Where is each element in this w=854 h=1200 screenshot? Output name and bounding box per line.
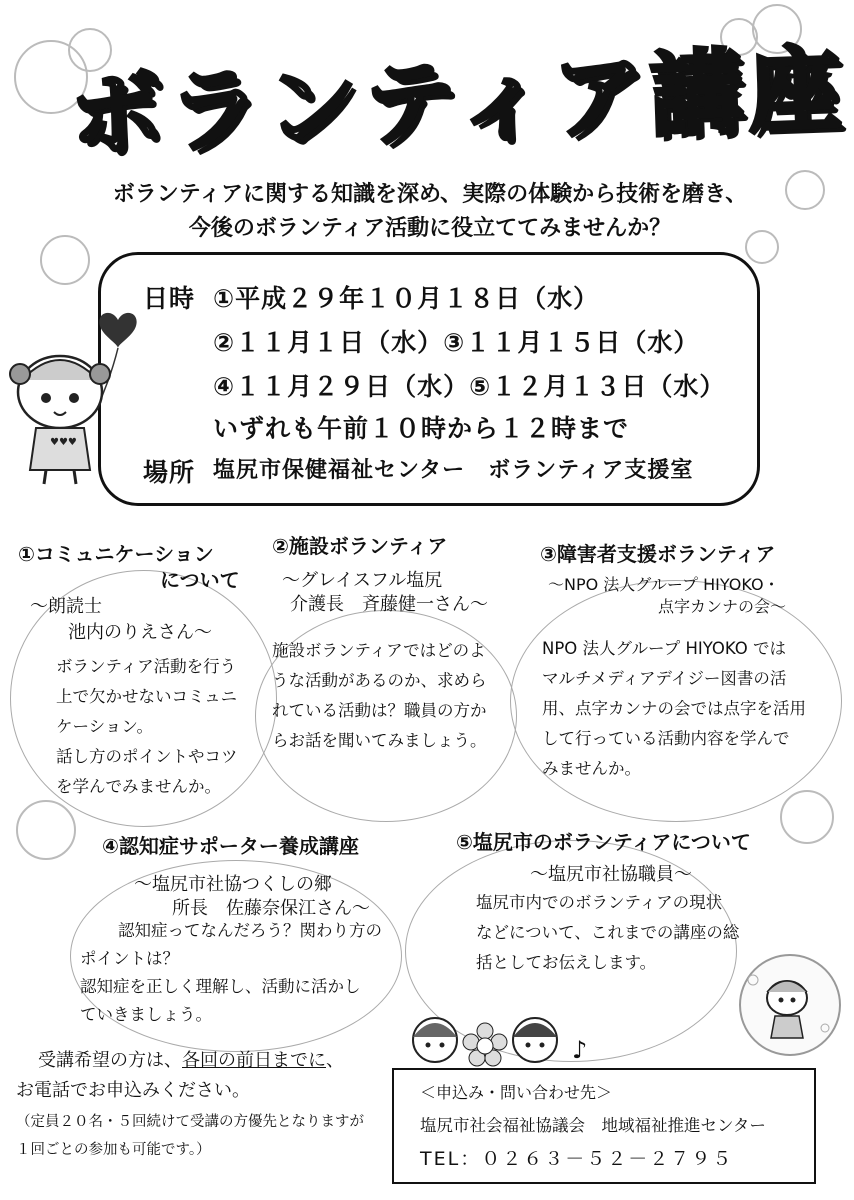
- apply-line-2: お電話でお申込みください。: [16, 1080, 250, 1101]
- session-3-body-line: NPO 法人グループ HIYOKO では: [542, 639, 787, 658]
- session-3-body-line: して行っている活動内容を学んで: [542, 729, 790, 748]
- session-1-body-line: 話し方のポイントやコツ: [56, 747, 238, 766]
- date-line-1: ①平成２９年１０月１８日（水）: [213, 284, 600, 313]
- svg-text:♥♥♥: ♥♥♥: [50, 437, 77, 448]
- session-3-body-line: みませんか。: [542, 759, 641, 778]
- page-title: ボランティア講座: [68, 35, 849, 170]
- session-1-speaker-2: 池内のりえさん～: [68, 622, 212, 643]
- session-3-body-line: 用、点字カンナの会では点字を活用: [542, 699, 806, 718]
- place-label: 場所: [143, 458, 196, 487]
- intro-line-2: 今後のボランティア活動に役立ててみませんか？: [188, 216, 672, 241]
- session-3-body-line: マルチメディアデイジー図書の活: [542, 669, 787, 688]
- session-5-body-line: などについて、これまでの講座の総: [476, 923, 740, 942]
- apply-line-1c: 、: [326, 1050, 344, 1071]
- session-1-body-line: 上で欠かせないコミュニ: [56, 687, 238, 706]
- session-4-body-line: ポイントは？: [80, 949, 179, 968]
- session-2-speaker-2: 介護長 斉藤健一さん～: [290, 594, 488, 615]
- apply-note-1: （定員２０名・５回続けて受講の方優先となりますが: [16, 1114, 364, 1130]
- time-line: いずれも午前１０時から１２時まで: [213, 414, 630, 443]
- session-4-title: ④認知症サポーター養成講座: [102, 834, 359, 858]
- session-1-title-2: について: [160, 568, 240, 592]
- contact-phone: TEL：０２６３－５２－２７９５: [420, 1148, 734, 1170]
- session-2-body: [272, 636, 487, 756]
- place-value: 塩尻市保健福祉センター ボランティア支援室: [213, 458, 694, 483]
- apply-line-1: [38, 1046, 344, 1072]
- session-5-title: ⑤塩尻市のボランティアについて: [456, 830, 751, 854]
- session-5-speaker-1: ～塩尻市社協職員～: [530, 864, 692, 885]
- session-2-body-line: れている活動は？職員の方か: [272, 701, 487, 720]
- session-4-body-line: 認知症を正しく理解し、活動に活かし: [80, 977, 361, 996]
- session-5-body: [476, 888, 739, 978]
- date-line-2: ②１１月１日（水）③１１月１５日（水）: [213, 328, 700, 357]
- session-2-body-line: 施設ボランティアではどのよ: [272, 641, 486, 660]
- session-4-body-line: 認知症ってなんだろう？関わり方の: [118, 921, 382, 940]
- session-3-body: [542, 634, 806, 784]
- contact-heading: ＜申込み・問い合わせ先＞: [420, 1083, 613, 1102]
- session-1-body-line: ボランティア活動を行う: [56, 657, 237, 676]
- mascot-in-bubble-icon: [735, 950, 845, 1060]
- contact-organization: 塩尻市社会福祉協議会 地域福祉推進センター: [420, 1116, 766, 1135]
- apply-deadline: 各回の前日までに: [182, 1050, 326, 1071]
- music-note-icon: ♪: [572, 1036, 588, 1064]
- session-2-body-line: らお話を聞いてみましょう。: [272, 731, 487, 750]
- session-1-title: ①コミュニケーション: [18, 542, 214, 566]
- session-3-title: ③障害者支援ボランティア: [540, 542, 776, 566]
- session-4-body-line: ていきましょう。: [80, 1005, 212, 1024]
- flower-icon: [462, 1022, 508, 1068]
- intro-line-1: ボランティアに関する知識を深め、実際の体験から技術を磨き、: [112, 182, 748, 207]
- decorative-bubble: [16, 800, 76, 860]
- decorative-bubble: [780, 790, 834, 844]
- session-1-body: [56, 652, 238, 802]
- apply-line-1a: 受講希望の方は、: [38, 1050, 182, 1071]
- contact-box: [392, 1068, 816, 1184]
- date-line-3: ④１１月２９日（水）⑤１２月１３日（水）: [213, 372, 726, 401]
- apply-note-2: １回ごとの参加も可能です。）: [16, 1142, 211, 1158]
- session-3-speaker-2: 点字カンナの会～: [658, 597, 787, 616]
- date-label: 日時: [143, 284, 196, 313]
- session-5-body-line: 塩尻市内でのボランティアの現状: [476, 893, 723, 912]
- session-4-speaker-1: ～塩尻市社協つくしの郷: [134, 874, 332, 895]
- session-1-body-line: ケーション。: [56, 717, 154, 736]
- session-4-speaker-2: 所長 佐藤奈保江さん～: [172, 898, 370, 919]
- schedule-box: [98, 252, 760, 506]
- session-2-speaker-1: ～グレイスフル塩尻: [282, 570, 443, 591]
- session-5-body-line: 括としてお伝えします。: [476, 953, 657, 972]
- session-1-body-line: を学んでみませんか。: [56, 777, 221, 796]
- session-2-title: ②施設ボランティア: [272, 534, 448, 558]
- session-3-speaker-1: ～NPO 法人グループ HIYOKO・: [548, 575, 780, 594]
- girl-mascot-icon: [0, 300, 150, 490]
- session-1-speaker-1: ～朗読士: [30, 596, 102, 617]
- session-2-body-line: うな活動があるのか、求めら: [272, 671, 487, 690]
